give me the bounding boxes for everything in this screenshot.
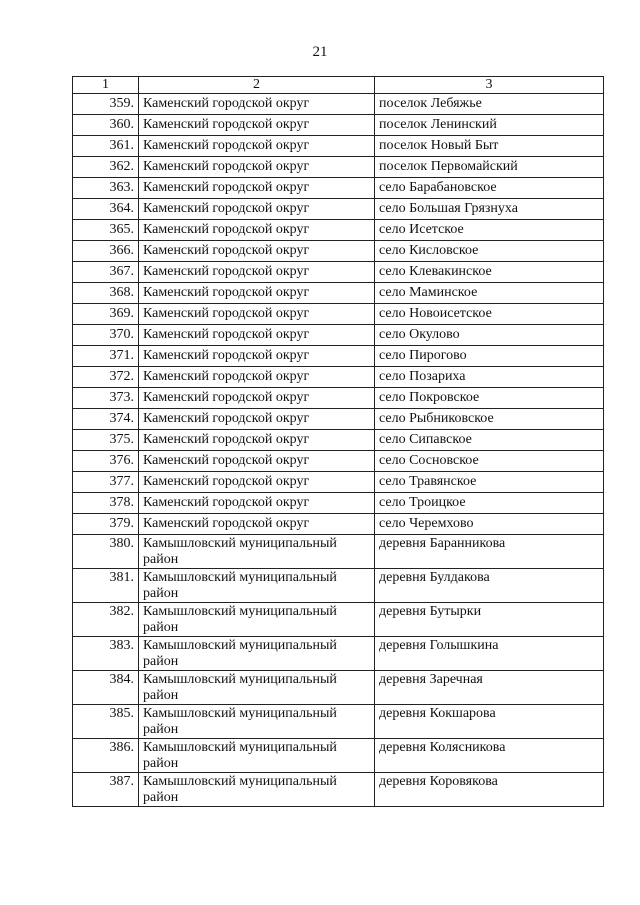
row-locality: поселок Ленинский [375, 115, 604, 136]
row-number: 384. [73, 671, 139, 705]
row-locality: село Клевакинское [375, 262, 604, 283]
table-row [73, 569, 604, 603]
row-district: Каменский городской округ [139, 304, 375, 325]
row-district: Каменский городской округ [139, 367, 375, 388]
row-district: Каменский городской округ [139, 388, 375, 409]
row-number: 374. [73, 409, 139, 430]
header-col-2: 2 [139, 77, 375, 94]
row-locality: село Маминское [375, 283, 604, 304]
row-locality: деревня Кокшарова [375, 705, 604, 739]
table-row [73, 430, 604, 451]
row-district: Камышловский муниципальный район [139, 569, 375, 603]
row-locality: деревня Голышкина [375, 637, 604, 671]
row-locality: деревня Баранникова [375, 535, 604, 569]
localities-table [72, 76, 604, 807]
row-number: 359. [73, 94, 139, 115]
row-number: 373. [73, 388, 139, 409]
row-locality: село Черемхово [375, 514, 604, 535]
row-number: 381. [73, 569, 139, 603]
row-locality: село Большая Грязнуха [375, 199, 604, 220]
row-number: 371. [73, 346, 139, 367]
header-col-1: 1 [73, 77, 139, 94]
row-number: 387. [73, 773, 139, 807]
table-row [73, 157, 604, 178]
row-locality: деревня Булдакова [375, 569, 604, 603]
row-district: Каменский городской округ [139, 262, 375, 283]
table-row [73, 773, 604, 807]
row-number: 369. [73, 304, 139, 325]
row-locality: село Исетское [375, 220, 604, 241]
row-district: Каменский городской округ [139, 94, 375, 115]
row-district: Каменский городской округ [139, 472, 375, 493]
row-number: 382. [73, 603, 139, 637]
row-district: Каменский городской округ [139, 199, 375, 220]
row-district: Каменский городской округ [139, 325, 375, 346]
row-number: 385. [73, 705, 139, 739]
row-number: 362. [73, 157, 139, 178]
row-locality: село Новоисетское [375, 304, 604, 325]
row-district: Каменский городской округ [139, 451, 375, 472]
row-number: 377. [73, 472, 139, 493]
row-number: 360. [73, 115, 139, 136]
row-district: Каменский городской округ [139, 346, 375, 367]
row-locality: деревня Коровякова [375, 773, 604, 807]
row-locality: деревня Заречная [375, 671, 604, 705]
table-row [73, 241, 604, 262]
row-district: Каменский городской округ [139, 493, 375, 514]
row-number: 372. [73, 367, 139, 388]
page-number: 21 [312, 44, 328, 60]
row-district: Каменский городской округ [139, 157, 375, 178]
table-row [73, 199, 604, 220]
row-number: 367. [73, 262, 139, 283]
table-row [73, 178, 604, 199]
table-row [73, 514, 604, 535]
table-row [73, 637, 604, 671]
table-row [73, 671, 604, 705]
table-row [73, 325, 604, 346]
table-row [73, 367, 604, 388]
row-district: Каменский городской округ [139, 409, 375, 430]
row-locality: село Сипавское [375, 430, 604, 451]
table-row [73, 472, 604, 493]
table-row [73, 603, 604, 637]
table-row [73, 94, 604, 115]
table-row [73, 535, 604, 569]
row-district: Каменский городской округ [139, 283, 375, 304]
row-locality: село Покровское [375, 388, 604, 409]
row-locality: поселок Лебяжье [375, 94, 604, 115]
row-locality: село Окулово [375, 325, 604, 346]
row-district: Каменский городской округ [139, 220, 375, 241]
row-district: Камышловский муниципальный район [139, 535, 375, 569]
row-number: 368. [73, 283, 139, 304]
row-number: 365. [73, 220, 139, 241]
row-number: 364. [73, 199, 139, 220]
row-district: Камышловский муниципальный район [139, 739, 375, 773]
table-row [73, 136, 604, 157]
row-number: 383. [73, 637, 139, 671]
row-number: 379. [73, 514, 139, 535]
table-row [73, 705, 604, 739]
row-number: 366. [73, 241, 139, 262]
row-locality: село Сосновское [375, 451, 604, 472]
table-row [73, 739, 604, 773]
row-district: Камышловский муниципальный район [139, 637, 375, 671]
row-district: Камышловский муниципальный район [139, 773, 375, 807]
row-locality: село Позариха [375, 367, 604, 388]
table-row [73, 451, 604, 472]
row-locality: село Травянское [375, 472, 604, 493]
row-locality: деревня Колясникова [375, 739, 604, 773]
row-number: 386. [73, 739, 139, 773]
row-number: 361. [73, 136, 139, 157]
table-row [73, 409, 604, 430]
row-locality: село Пирогово [375, 346, 604, 367]
row-number: 363. [73, 178, 139, 199]
row-locality: село Троицкое [375, 493, 604, 514]
row-district: Камышловский муниципальный район [139, 603, 375, 637]
row-locality: село Кисловское [375, 241, 604, 262]
table-row [73, 262, 604, 283]
row-locality: село Барабановское [375, 178, 604, 199]
table-row [73, 346, 604, 367]
row-locality: деревня Бутырки [375, 603, 604, 637]
row-district: Каменский городской округ [139, 241, 375, 262]
table-row [73, 493, 604, 514]
row-locality: поселок Первомайский [375, 157, 604, 178]
row-district: Камышловский муниципальный район [139, 671, 375, 705]
table-row [73, 388, 604, 409]
table-header [73, 77, 604, 94]
row-district: Каменский городской округ [139, 430, 375, 451]
row-district: Каменский городской округ [139, 178, 375, 199]
row-number: 380. [73, 535, 139, 569]
table-body [73, 94, 604, 807]
table-row [73, 220, 604, 241]
row-district: Каменский городской округ [139, 136, 375, 157]
table-row [73, 115, 604, 136]
row-locality: поселок Новый Быт [375, 136, 604, 157]
row-number: 375. [73, 430, 139, 451]
row-district: Каменский городской округ [139, 514, 375, 535]
row-district: Камышловский муниципальный район [139, 705, 375, 739]
row-locality: село Рыбниковское [375, 409, 604, 430]
table-row [73, 304, 604, 325]
row-number: 376. [73, 451, 139, 472]
table-row [73, 283, 604, 304]
header-col-3: 3 [375, 77, 604, 94]
row-district: Каменский городской округ [139, 115, 375, 136]
row-number: 370. [73, 325, 139, 346]
row-number: 378. [73, 493, 139, 514]
